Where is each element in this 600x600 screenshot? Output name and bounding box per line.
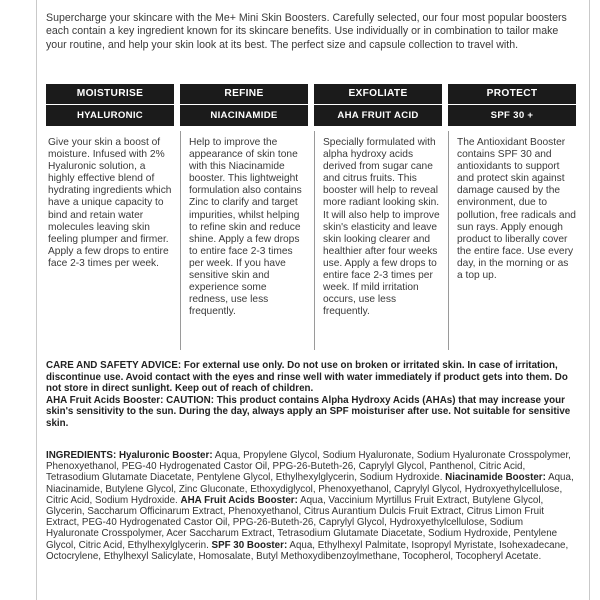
- column-title: PROTECT: [448, 84, 576, 105]
- column-title: MOISTURISE: [46, 84, 174, 105]
- column-subtitle: HYALURONIC: [76, 110, 144, 121]
- column-header: [448, 84, 576, 126]
- spf-ingredients: Aqua, Ethylhexyl Palmitate, Isopropyl Myristate, Isohexadecane, Octocrylene, Ethylhexyl Salicylate, Homosalate, Butyl Methoxydibenzoylmethane, Tocopherol, Tocopheryl Acetate.: [46, 539, 569, 562]
- intro-text: Supercharge your skincare with the Me+ Mini Skin Boosters. Carefully selected, our four most popular boosters each contain a key ingredient known for its skincare benefits. Use individually or in combination to tailor make your routine, and help your skin look at its best. The perfect size and capsule collection to travel with.: [46, 12, 567, 51]
- care-paragraph: CARE AND SAFETY ADVICE: For external use only. Do not use on broken or irritated skin. In case of irritation, discontinue use. Avoid contact with the eyes and rinse well with water immediately if product gets into them. Do not store in direct sunlight. Keep out of reach of children.: [46, 360, 568, 394]
- column-header: [46, 84, 174, 126]
- column-description: Help to improve the appearance of skin tone with this Niacinamide booster. This lightweight formulation also contains Zinc to clarify and target impurities, whilst helping to refine skin and reduce shine. Apply a few drops to entire face 2-3 times per week. If you have sensitive skin and experience some redness, use less frequently.: [180, 131, 308, 350]
- column-protect: [448, 84, 576, 350]
- hyaluronic-ingredients: Aqua, Propylene Glycol, Sodium Hyaluronate, Sodium Hyaluronate Crosspolymer, Phenoxyethanol, PEG-40 Hydrogenated Castor Oil, PPG-26-Buteth-26, Caprylyl Glycol, Panthenol, Citric Acid, Tetrasodium Glutamate Diacetate, Pentylene Glycol, Ethylhexylglycerin, Sodium Hydroxide.: [46, 450, 571, 484]
- niacinamide-ingredients: Aqua, Niacinamide, Butylene Glycol, Zinc Gluconate, Ethoxydiglycol, Phenoxyethanol, Caprylyl Glycol, Hydroxyethylcellulose, Citric Acid, Sodium Hydroxide.: [46, 472, 574, 506]
- column-refine: [180, 84, 308, 350]
- column-header: [314, 84, 442, 126]
- column-subtitle: NIACINAMIDE: [210, 110, 278, 121]
- column-subtitle: SPF 30 +: [490, 110, 534, 121]
- column-header: [180, 84, 308, 126]
- column-title: EXFOLIATE: [314, 84, 442, 105]
- ingredients-label: INGREDIENTS:: [46, 450, 117, 461]
- care-safety-advice: [46, 360, 576, 429]
- ingredients-list: [46, 450, 576, 562]
- column-description: Give your skin a boost of moisture. Infused with 2% Hyaluronic solution, a highly effective blend of hydrating ingredients which have a unique capacity to bind and retain water molecules leaving skin feeling plumper and firmer. Apply a few drops to entire face 2-3 times per week.: [48, 137, 172, 269]
- aha-label: AHA Fruit Acids Booster:: [180, 494, 298, 506]
- spf-label: SPF 30 Booster:: [211, 539, 288, 551]
- column-moisturise: [46, 84, 174, 350]
- aha-caution-paragraph: AHA Fruit Acids Booster: CAUTION: This product contains Alpha Hydroxy Acids (AHAs) that may increase your skin's sensitivity to the sun. During the day, always apply an SPF moisturiser after use. Not suitable for sensitive skin.: [46, 394, 571, 429]
- column-description: The Antioxidant Booster contains SPF 30 and antioxidants to support and protect skin against damage caused by the environment, due to pollution, free radicals and sun rays. Apply enough product to liberally cover the entire face. Use every day, in the morning or as a top up.: [448, 131, 576, 350]
- aha-ingredients: Aqua, Vaccinium Myrtillus Fruit Extract, Butylene Glycol, Glycerin, Saccharum Officinarum Extract, Phenoxyethanol, Citrus Aurantium Dulcis Fruit Extract, Citrus Limon Fruit Extract, PEG-40 Hydrogenated Castor Oil, PPG-26-Buteth-26, Caprylyl Glycol, Hydroxyethylcellulose, Sodium Hyaluronate Crosspolymer, Acer Saccharum Extract, Tetrasodium Glutamate Diacetate, Sodium Hydroxide, Pentylene Glycol, Citric Acid, Ethylhexylglycerin.: [46, 494, 558, 551]
- column-exfoliate: [314, 84, 442, 350]
- niacinamide-label: Niacinamide Booster:: [445, 472, 546, 484]
- booster-columns: [46, 84, 576, 350]
- column-title: REFINE: [180, 84, 308, 105]
- hyaluronic-label: Hyaluronic Booster:: [118, 450, 213, 461]
- column-description: Specially formulated with alpha hydroxy acids derived from sugar cane and citrus fruits. This booster will help to reveal more radiant looking skin. It will also help to improve skin's elasticity and leave skin looking clearer and healthier after four weeks use. Apply a few drops to entire face 2-3 times per week. If mild irritation occurs, use less frequently.: [314, 131, 442, 350]
- column-subtitle: AHA FRUIT ACID: [337, 110, 419, 121]
